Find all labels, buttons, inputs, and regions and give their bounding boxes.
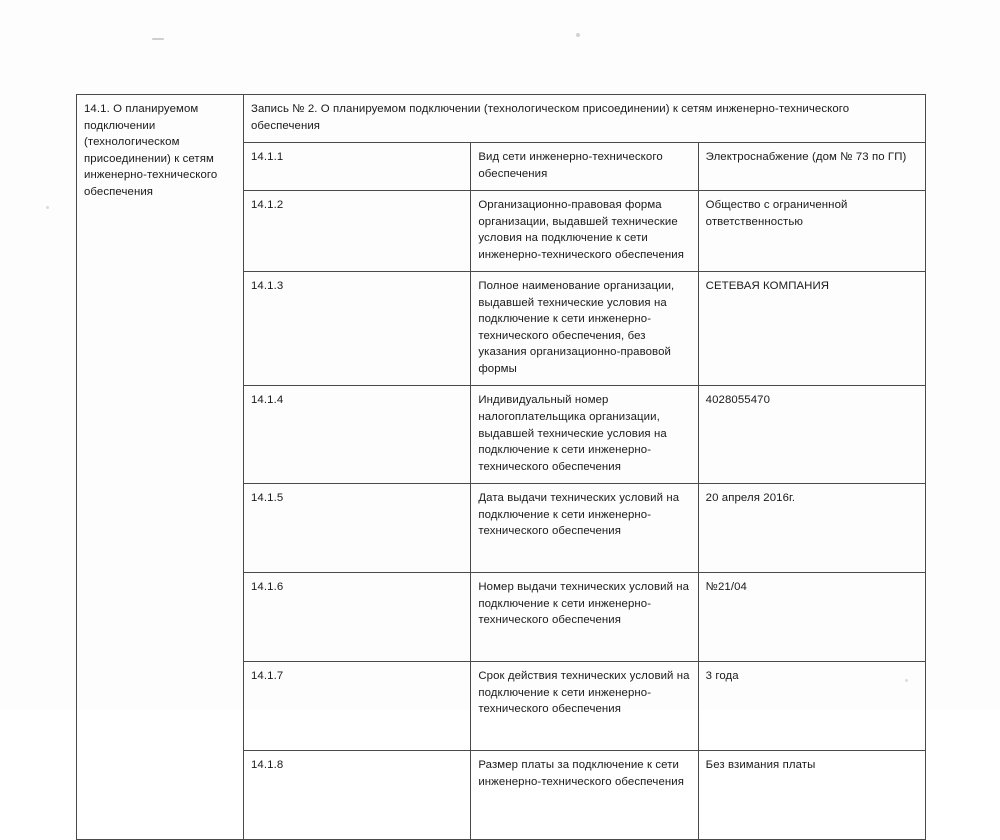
section-heading: 14.1. О планируемом подключении (технологическом присоединении) к сетям инженерно-технического обеспечения	[77, 95, 244, 840]
row-value: Электроснабжение (дом № 73 по ГП)	[698, 143, 925, 191]
row-label: Срок действия технических условий на подключение к сети инженерно-технического обеспечения	[471, 662, 698, 751]
row-value: №21/04	[698, 573, 925, 662]
row-label: Номер выдачи технических условий на подключение к сети инженерно-технического обеспечения	[471, 573, 698, 662]
row-label: Полное наименование организации, выдавшей технические условия на подключение к сети инженерно-технического обеспечения, без указания организационно-правовой формы	[471, 272, 698, 386]
scan-artifact	[46, 206, 49, 209]
row-value: 3 года	[698, 662, 925, 751]
row-number: 14.1.3	[244, 272, 471, 386]
row-value: 20 апреля 2016г.	[698, 484, 925, 573]
scan-artifact	[576, 33, 580, 37]
row-number: 14.1.2	[244, 191, 471, 272]
row-number: 14.1.6	[244, 573, 471, 662]
row-value: Без взимания платы	[698, 751, 925, 840]
row-label: Организационно-правовая форма организации, выдавшей технические условия на подключение к сети инженерно-технического обеспечения	[471, 191, 698, 272]
row-label: Размер платы за подключение к сети инженерно-технического обеспечения	[471, 751, 698, 840]
row-number: 14.1.4	[244, 386, 471, 484]
row-value: СЕТЕВАЯ КОМПАНИЯ	[698, 272, 925, 386]
row-value: Общество с ограниченной ответственностью	[698, 191, 925, 272]
scan-artifact	[152, 38, 164, 40]
utility-connection-table	[76, 94, 926, 840]
table-row	[77, 95, 926, 143]
row-number: 14.1.7	[244, 662, 471, 751]
row-number: 14.1.8	[244, 751, 471, 840]
record-title: Запись № 2. О планируемом подключении (технологическом присоединении) к сетям инженерно-технического обеспечения	[244, 95, 926, 143]
row-label: Дата выдачи технических условий на подключение к сети инженерно-технического обеспечения	[471, 484, 698, 573]
row-number: 14.1.1	[244, 143, 471, 191]
row-label: Вид сети инженерно-технического обеспечения	[471, 143, 698, 191]
row-number: 14.1.5	[244, 484, 471, 573]
row-label: Индивидуальный номер налогоплательщика организации, выдавшей технические условия на подключение к сети инженерно-технического обеспечения	[471, 386, 698, 484]
row-value: 4028055470	[698, 386, 925, 484]
